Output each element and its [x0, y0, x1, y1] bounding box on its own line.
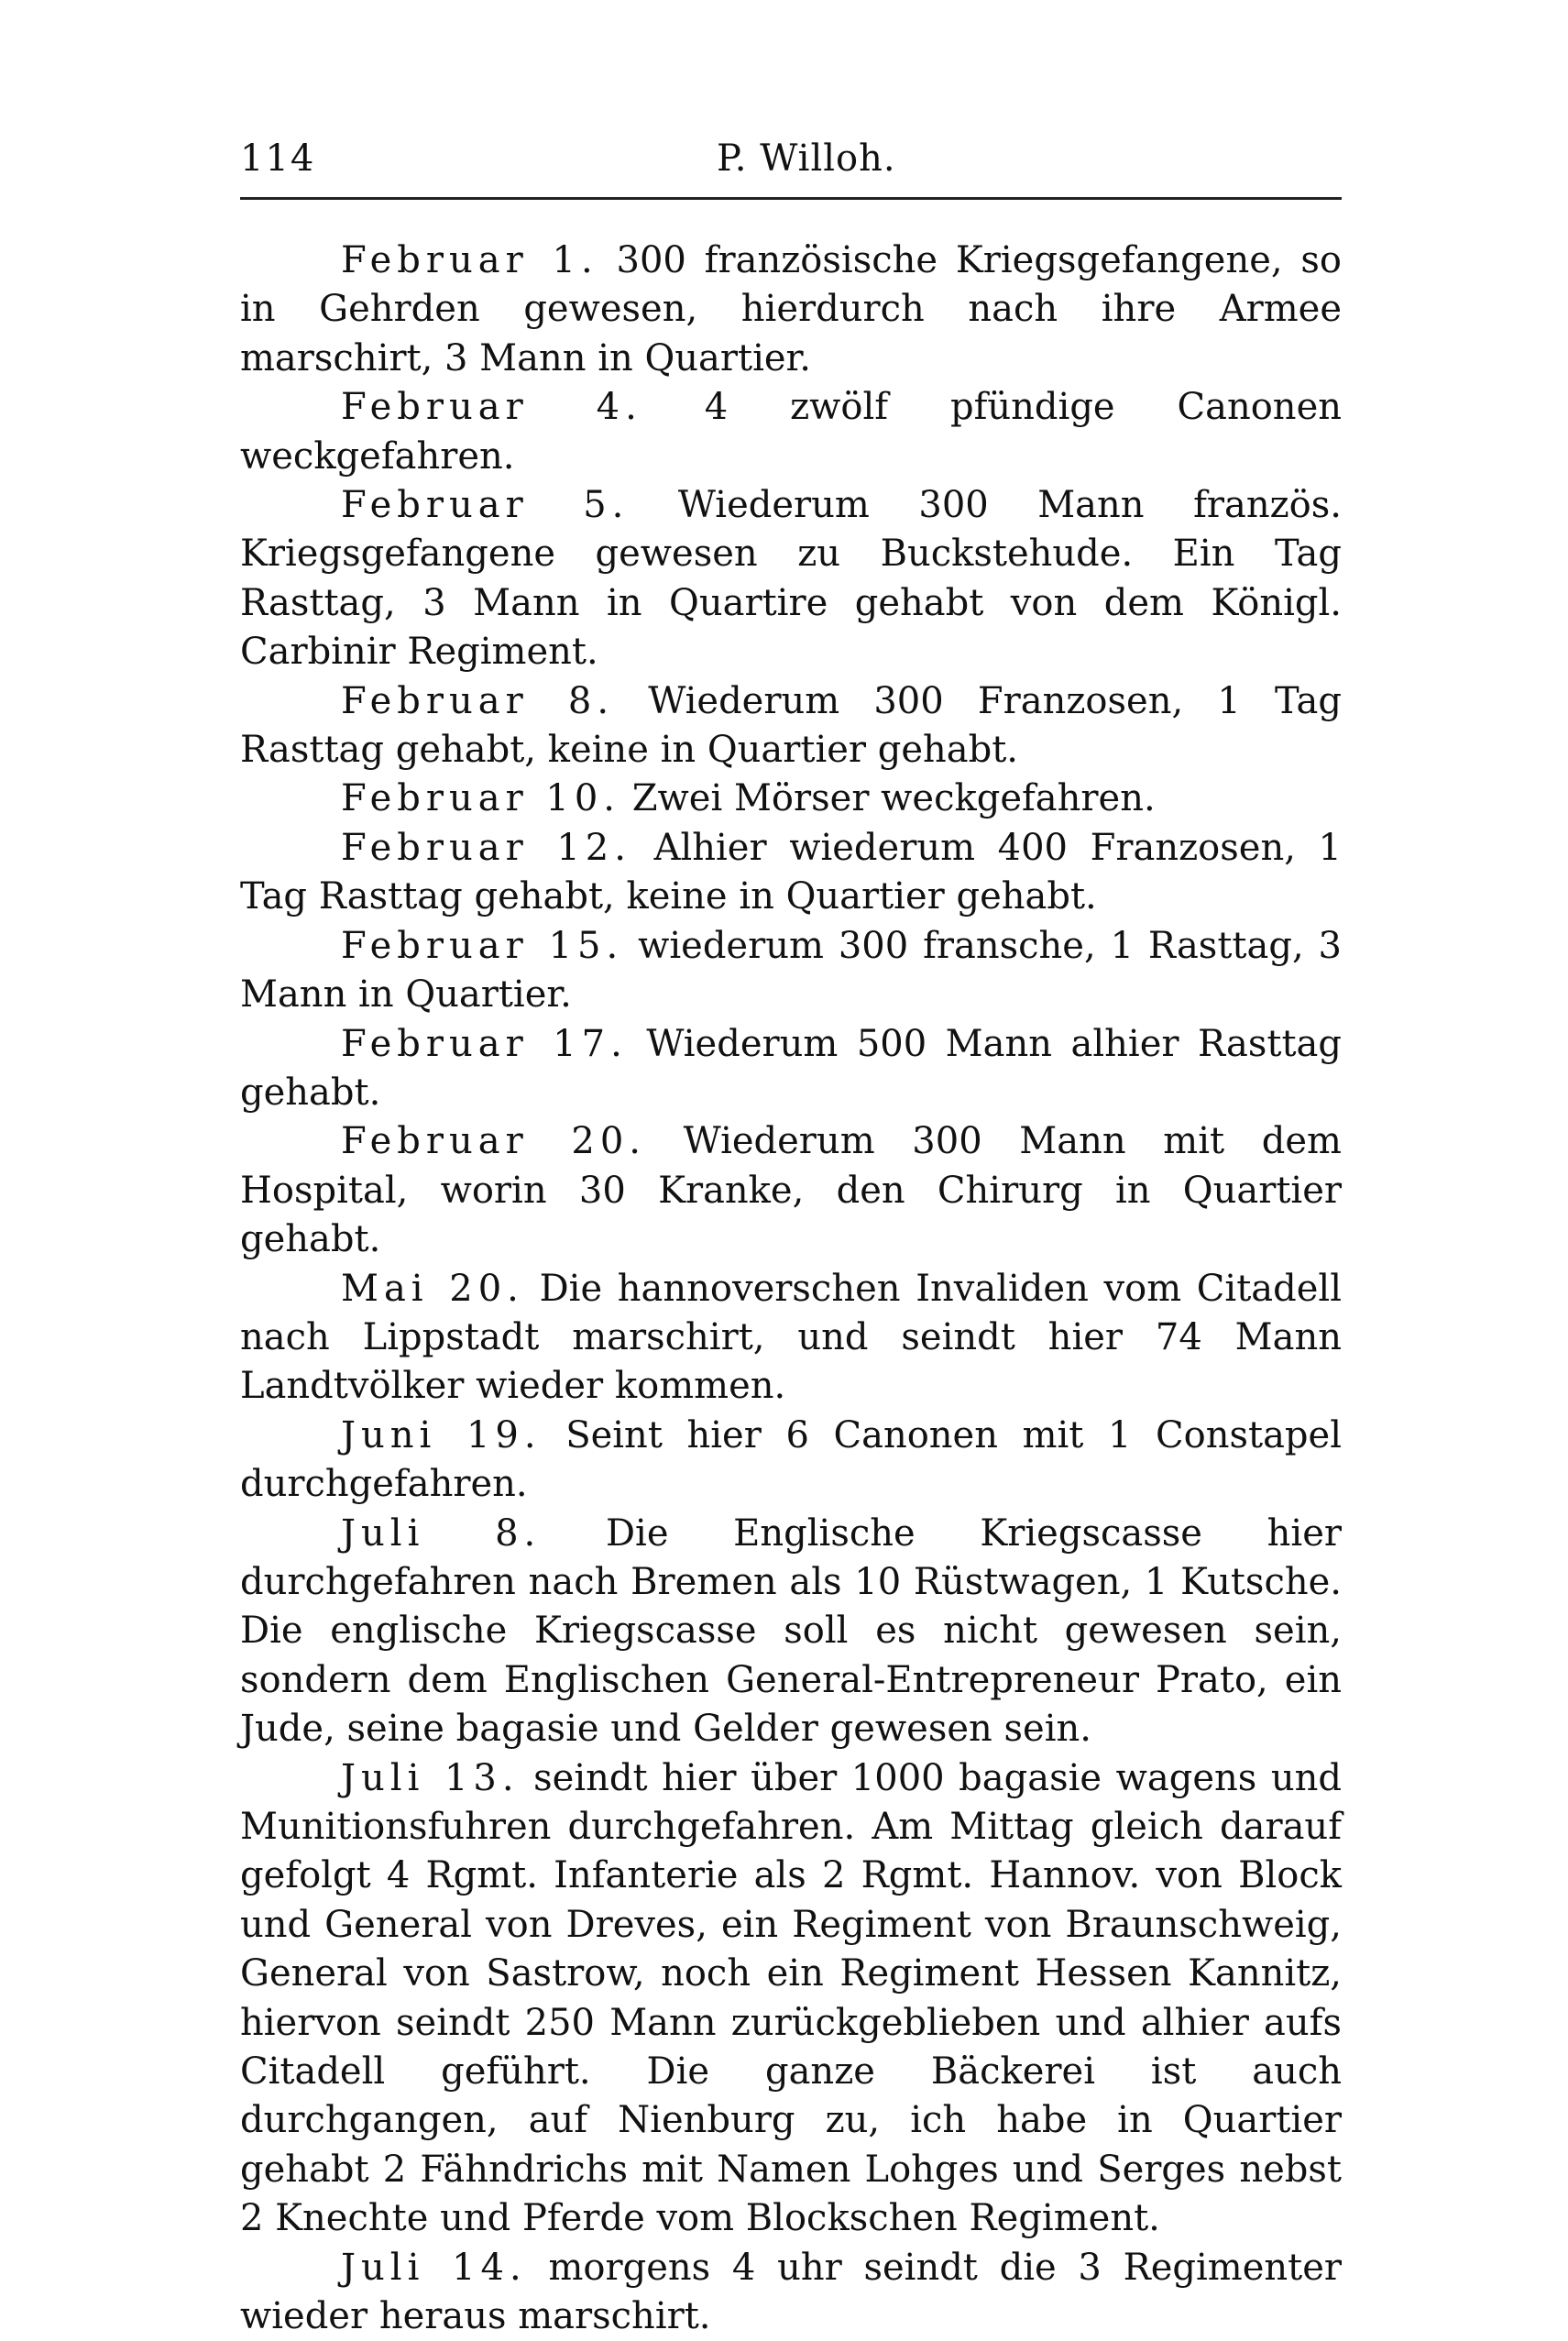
entry-date: Juni 19.	[341, 1413, 542, 1456]
entry-text: wiederum 300 fransche, 1 Rasttag, 3 Mann in Quartier.	[240, 924, 1343, 1017]
entry-text: Wiederum 300 Franzosen, 1 Tag Rasttag gehabt, keine in Quartier gehabt.	[240, 679, 1342, 772]
running-head: P. Willoh.	[717, 137, 896, 180]
diary-entry	[240, 1265, 1342, 1412]
entry-date: Februar 15.	[341, 924, 624, 967]
diary-entry	[240, 2244, 1342, 2341]
page-number: 114	[240, 137, 316, 180]
entry-date: Februar 12.	[341, 826, 631, 869]
entry-text: Seint hier 6 Canonen mit 1 Constapel durchgefahren.	[240, 1413, 1343, 1506]
diary-entry	[240, 922, 1342, 1020]
diary-entry	[240, 481, 1342, 677]
entry-text: Wiederum 500 Mann alhier Rasttag gehabt.	[240, 1022, 1343, 1114]
diary-entry	[240, 1754, 1342, 2244]
entry-date: Februar 1.	[341, 239, 598, 281]
entry-date: Februar 20.	[341, 1120, 646, 1163]
diary-entry	[240, 383, 1342, 481]
entry-date: Juli 14.	[341, 2246, 527, 2289]
diary-entry	[240, 775, 1342, 823]
diary-entry	[240, 677, 1342, 775]
diary-entry	[240, 1117, 1342, 1264]
diary-entry	[240, 1510, 1342, 1754]
entry-date: Februar 10.	[341, 777, 621, 820]
entry-date: Mai 20.	[341, 1267, 524, 1310]
diary-entry	[240, 236, 1342, 383]
entry-text: morgens 4 uhr seindt die 3 Regimenter wieder heraus marschirt.	[240, 2246, 1343, 2338]
header-rule	[240, 197, 1342, 200]
entry-date: Juli 8.	[341, 1511, 542, 1555]
diary-entry	[240, 1020, 1342, 1118]
entry-date: Februar 5.	[341, 484, 630, 527]
entry-text: 300 französische Kriegsgefangene, so in Gehrden gewesen, hierdurch nach ihre Armee marschirt, 3 Mann in Quartier.	[240, 239, 1343, 379]
entry-text: 4 zwölf pfündige Canonen weckgefahren.	[240, 386, 1342, 478]
diary-entry	[240, 824, 1342, 922]
entry-text: seindt hier über 1000 bagasie wagens und Munitionsfuhren durchgefahren. Am Mittag gleich darauf gefolgt 4 Rgmt. Infanterie als 2 Rgmt. Hannov. von Block und General von Dreves, ein Regiment von Braunschweig, General von Sastrow, noch ein Regiment Hessen Kannitz, hiervon seindt 250 Mann zurückgeblieben und alhier aufs Citadell geführt. Die ganze Bäckerei ist auch durchgangen, auf Nienburg zu, ich habe in Quartier gehabt 2 Fähndrichs mit Namen Lohges und Serges nebst 2 Knechte und Pferde vom Blockschen Regiment.	[240, 1756, 1342, 2240]
diary-entry	[240, 1412, 1342, 1510]
entry-text: Zwei Mörser weckgefahren.	[631, 777, 1156, 820]
entry-text: Die hannoverschen Invaliden vom Citadell nach Lippstadt marschirt, und seindt hier 74 Mann Landtvölker wieder kommen.	[240, 1267, 1342, 1408]
entry-text: Alhier wiederum 400 Franzosen, 1 Tag Rasttag gehabt, keine in Quartier gehabt.	[240, 826, 1342, 918]
entry-date: Juli 13.	[341, 1756, 520, 1799]
body-text	[240, 236, 1342, 2341]
entry-text: Wiederum 300 Mann mit dem Hospital, worin 30 Kranke, den Chirurg in Quartier gehabt.	[240, 1120, 1342, 1261]
entry-text: Die Englische Kriegscasse hier durchgefahren nach Bremen als 10 Rüstwagen, 1 Kutsche. Die englische Kriegscasse soll es nicht gewesen sein, sondern dem Englischen General-Entrepreneur Prato, ein Jude, seine bagasie und Gelder gewesen sein.	[240, 1511, 1343, 1751]
entry-date: Februar 17.	[341, 1022, 628, 1065]
entry-date: Februar 8.	[341, 679, 615, 722]
entry-date: Februar 4.	[341, 386, 642, 429]
entry-text: Wiederum 300 Mann französ. Kriegsgefangene gewesen zu Buckstehude. Ein Tag Rasttag, 3 Mann in Quartire gehabt von dem Königl. Carbinir Regiment.	[240, 484, 1342, 674]
page-header	[240, 137, 1342, 192]
